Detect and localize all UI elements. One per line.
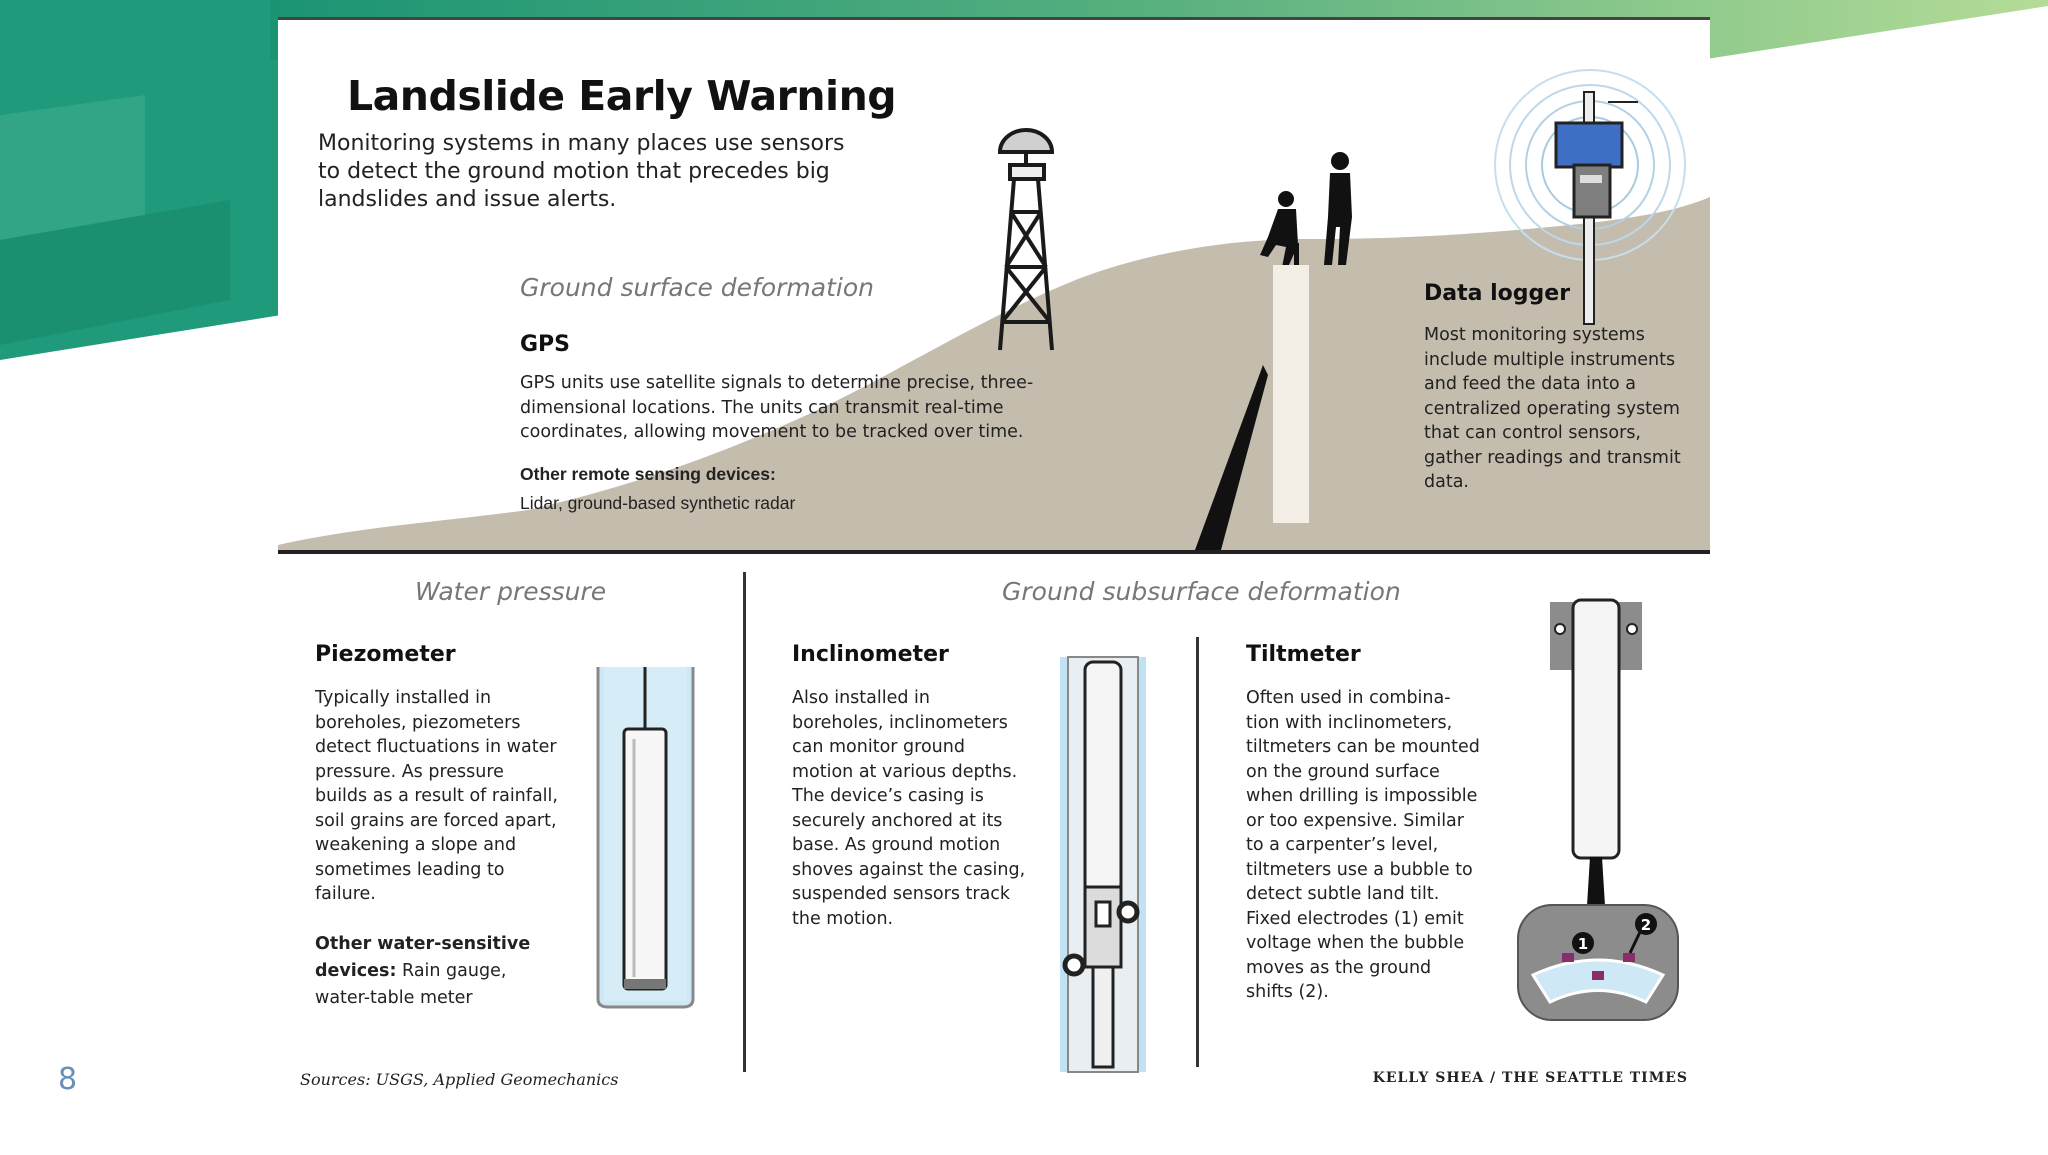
inclinometer-illustration — [1060, 657, 1146, 1072]
piezometer-description: Typically installed in boreholes, piezometers detect fluctuations in water pressure. As pressure builds as a result of rainfall, soil grains are forced apart, weakening a slope and sometimes leading to failure. — [315, 688, 558, 904]
sources-note: Sources: USGS, Applied Geomechanics — [300, 1070, 619, 1089]
borehole-post — [1273, 265, 1309, 523]
top-rule — [278, 17, 1710, 20]
tiltmeter-illustration — [1518, 600, 1678, 1020]
landslide-infographic — [278, 17, 1710, 1155]
credit-line: KELLY SHEA / THE SEATTLE TIMES — [1372, 1070, 1688, 1086]
water-section-heading: Water pressure — [415, 577, 607, 606]
tiltmeter-description: Often used in combina-tion with inclinometers, tiltmeters can be mounted on the ground surface when drilling is impossible or too expensive. Similar to a carpenter’s level, tiltmeters use a bubble to detect subtle land tilt. Fixed electrodes (1) emit voltage when the bubble moves as the ground shifts (2). — [1246, 688, 1480, 1002]
gps-heading: GPS — [520, 332, 571, 357]
data-logger-heading: Data logger — [1424, 281, 1571, 306]
water-column-divider — [743, 572, 746, 1072]
subsurface-section-heading: Ground subsurface deformation — [1002, 577, 1401, 606]
water-devices-note — [315, 931, 560, 1012]
inclinometer-description: Also installed in boreholes, inclinometers can monitor ground motion at various depths. The device’s casing is securely anchored at its base. As ground motion shoves against the casing, suspended sensors track the motion. — [792, 688, 1026, 929]
gps-description: GPS units use satellite signals to determine precise, three-dimensional locations. The units can transmit real-time coordinates, allowing movement to be tracked over time. — [520, 373, 1034, 442]
left-teal-highlight — [0, 95, 145, 240]
remote-devices-label: Other remote sensing devices: — [520, 464, 776, 484]
marker-2-label: 2 — [1640, 916, 1652, 934]
data-logger-description: Most monitoring systems include multiple instruments and feed the data into a centralized operating system that can control sensors, gather readings and transmit data. — [1424, 325, 1681, 492]
tiltmeter-heading: Tiltmeter — [1246, 642, 1361, 667]
water-devices-label: Other water-sensitive devices: — [315, 934, 531, 981]
surface-section-heading: Ground surface deformation — [520, 273, 874, 302]
section-divider-rule — [278, 550, 1710, 554]
tiltmeter-divider — [1196, 637, 1199, 1067]
remote-devices-list: Lidar, ground-based synthetic radar — [520, 493, 796, 513]
water-devices-list: Rain gauge, water-table meter — [315, 961, 507, 1008]
slide-page-number: 8 — [58, 1062, 78, 1097]
infographic-title: Landslide Early Warning — [347, 72, 897, 120]
marker-1-label: 1 — [1577, 935, 1589, 953]
intro-text: Monitoring systems in many places use sensors to detect the ground motion that precedes big landslides and issue alerts. — [318, 131, 845, 212]
inclinometer-heading: Inclinometer — [792, 642, 949, 667]
piezometer-illustration — [598, 667, 693, 1007]
piezometer-heading: Piezometer — [315, 642, 456, 667]
